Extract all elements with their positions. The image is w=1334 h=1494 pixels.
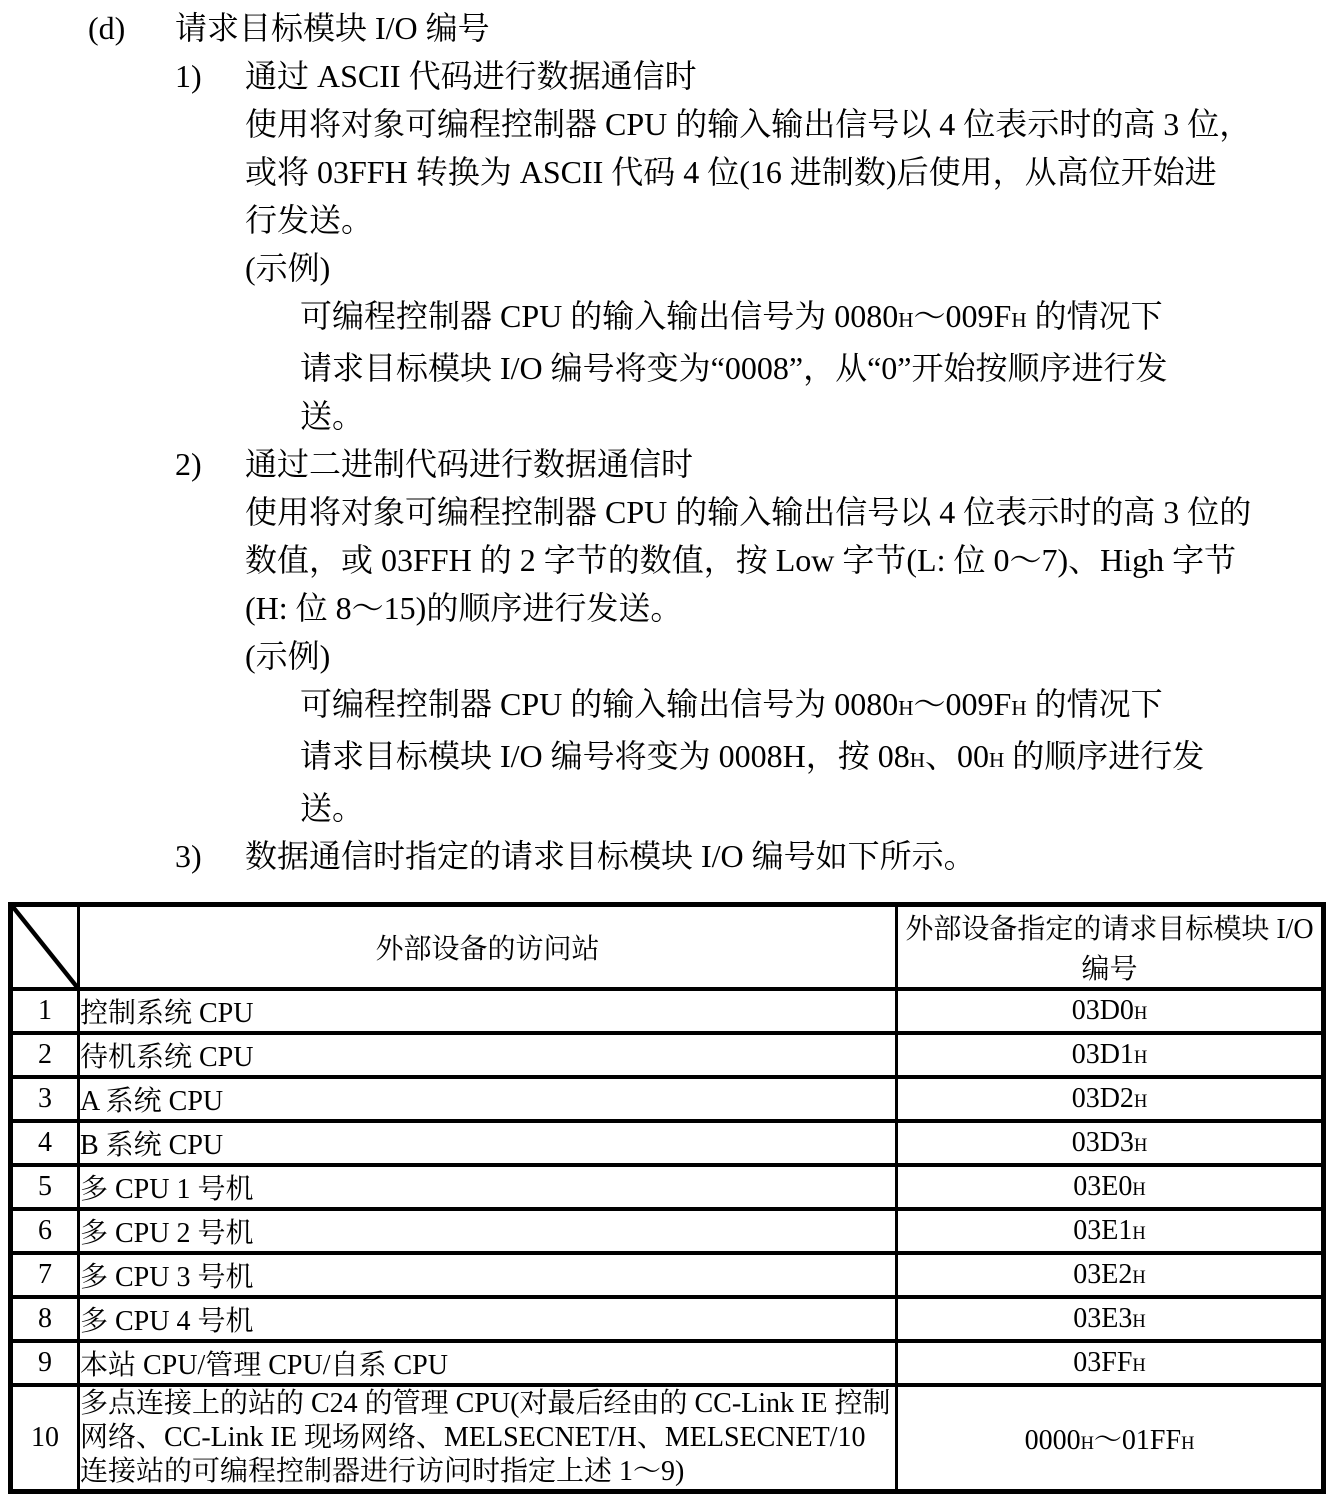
station-cell: B 系统 CPU: [79, 1121, 897, 1165]
io-value: 03E3: [1073, 1303, 1133, 1334]
hex-subscript: H: [1011, 696, 1027, 720]
diagonal-header-cell: [11, 905, 79, 990]
row-number-cell: 1: [11, 989, 79, 1033]
item1-example-line1: [0, 292, 1334, 344]
section-heading-title: 请求目标模块 I/O 编号: [175, 10, 490, 46]
io-value: 0000: [1024, 1425, 1081, 1456]
io-value: ～01FF: [1093, 1425, 1182, 1456]
item2-line2: 数值，或 03FFH 的 2 字节的数值，按 Low 字节(L: 位 0～7)、High 字节: [245, 542, 1237, 578]
table-row: [11, 1165, 1324, 1209]
table-row: [11, 1077, 1324, 1121]
item1-ex-l1b: ～009F: [913, 298, 1012, 334]
hex-subscript: H: [1132, 1267, 1146, 1287]
item2-ex-l2a: 请求目标模块 I/O 编号将变为 0008H，按 08: [300, 738, 910, 774]
section-heading-label: (d): [88, 10, 126, 46]
item2-ex-l1b: ～009F: [913, 686, 1012, 722]
item1-line1: 使用将对象可编程控制器 CPU 的输入输出信号以 4 位表示时的高 3 位，: [245, 106, 1252, 142]
table-row: [11, 1341, 1324, 1385]
station-cell: 多点连接上的站的 C24 的管理 CPU(对最后经由的 CC-Link IE 控制网络、CC-Link IE 现场网络、MELSECNET/H、MELSECNET/10 连接站的可编程控制器进行访问时指定上述 1～9): [79, 1385, 897, 1492]
io-value: 03E2: [1073, 1259, 1133, 1290]
hex-subscript: H: [1011, 308, 1027, 332]
item1-line2: 或将 03FFH 转换为 ASCII 代码 4 位(16 进制数)后使用，从高位开始进: [245, 154, 1217, 190]
row-number-cell: 4: [11, 1121, 79, 1165]
io-number-cell: [897, 1297, 1324, 1341]
io-number-cell: [897, 1077, 1324, 1121]
item2-ex-l1a: 可编程控制器 CPU 的输入输出信号为 0080: [300, 686, 899, 722]
item2-ex-l2c: 的顺序进行发: [1004, 738, 1205, 774]
hex-subscript: H: [1133, 1047, 1148, 1067]
row-number-cell: 8: [11, 1297, 79, 1341]
hex-subscript: H: [909, 748, 926, 772]
hex-subscript: H: [1133, 1091, 1148, 1111]
hex-subscript: H: [898, 696, 914, 720]
item2-title-line: [0, 440, 1334, 488]
hex-subscript: H: [1132, 1355, 1146, 1375]
station-cell: 待机系统 CPU: [79, 1033, 897, 1077]
table-row: [11, 1121, 1324, 1165]
row-number-cell: 7: [11, 1253, 79, 1297]
table-row: [11, 989, 1324, 1033]
row-number-cell: 2: [11, 1033, 79, 1077]
item1-title: 通过 ASCII 代码进行数据通信时: [245, 58, 697, 94]
row-number-cell: 5: [11, 1165, 79, 1209]
diagonal-line: [13, 907, 77, 987]
hex-subscript: H: [1133, 1003, 1148, 1023]
item2-ex-l2b: 、00: [925, 738, 990, 774]
hex-subscript: H: [1132, 1223, 1146, 1243]
hex-subscript: H: [1080, 1433, 1094, 1453]
hex-subscript: H: [1133, 1135, 1148, 1155]
table-header-row: [11, 905, 1324, 990]
item2-marker: 2): [175, 446, 202, 482]
station-cell: A 系统 CPU: [79, 1077, 897, 1121]
section-heading: [0, 4, 1334, 52]
io-number-cell: [897, 1033, 1324, 1077]
io-column-header: 外部设备指定的请求目标模块 I/O 编号: [897, 905, 1324, 990]
item2-title: 通过二进制代码进行数据通信时: [245, 446, 694, 482]
io-number-cell: [897, 1253, 1324, 1297]
item3-title-line: [0, 832, 1334, 880]
item2-line1: 使用将对象可编程控制器 CPU 的输入输出信号以 4 位表示时的高 3 位的: [245, 494, 1252, 530]
item2-ex-l1c: 的情况下: [1026, 686, 1163, 722]
io-number-cell: [897, 1165, 1324, 1209]
io-number-cell: [897, 1385, 1324, 1492]
item3-marker: 3): [175, 838, 202, 874]
item1-title-line: [0, 52, 1334, 100]
item1-example-line3: 送。: [300, 398, 365, 434]
item1-ex-l1a: 可编程控制器 CPU 的输入输出信号为 0080: [300, 298, 899, 334]
item1-example-line2: 请求目标模块 I/O 编号将变为“0008”，从“0”开始按顺序进行发: [300, 350, 1168, 386]
station-cell: 多 CPU 3 号机: [79, 1253, 897, 1297]
row-number-cell: 10: [11, 1385, 79, 1492]
io-number-cell: [897, 1121, 1324, 1165]
hex-subscript: H: [989, 748, 1005, 772]
item1-example-label: (示例): [245, 250, 331, 286]
hex-subscript: H: [1132, 1311, 1146, 1331]
io-number-table: [8, 902, 1326, 1494]
io-value: 03D0: [1071, 995, 1134, 1026]
station-cell: 多 CPU 4 号机: [79, 1297, 897, 1341]
item1-marker: 1): [175, 58, 202, 94]
item2-example-line1: [0, 680, 1334, 732]
io-value: 03D3: [1071, 1127, 1134, 1158]
io-value: 03E1: [1073, 1215, 1133, 1246]
station-cell: 控制系统 CPU: [79, 989, 897, 1033]
row-number-cell: 6: [11, 1209, 79, 1253]
table-row: [11, 1033, 1324, 1077]
io-value: 03D1: [1071, 1039, 1134, 1070]
item1-ex-l1c: 的情况下: [1026, 298, 1163, 334]
table-row: [11, 1385, 1324, 1492]
item3-title: 数据通信时指定的请求目标模块 I/O 编号如下所示。: [245, 838, 976, 874]
row-number-cell: 9: [11, 1341, 79, 1385]
station-cell: 本站 CPU/管理 CPU/自系 CPU: [79, 1341, 897, 1385]
row-number-cell: 3: [11, 1077, 79, 1121]
table-row: [11, 1209, 1324, 1253]
item2-example-line2: [0, 732, 1334, 784]
hex-subscript: H: [898, 308, 914, 332]
hex-subscript: H: [1132, 1179, 1146, 1199]
station-column-header: 外部设备的访问站: [79, 905, 897, 990]
station-cell: 多 CPU 1 号机: [79, 1165, 897, 1209]
table-row: [11, 1253, 1324, 1297]
io-value: 03D2: [1071, 1083, 1134, 1114]
io-value: 03E0: [1073, 1171, 1133, 1202]
item2-line3: (H: 位 8～15)的顺序进行发送。: [245, 590, 683, 626]
io-number-cell: [897, 989, 1324, 1033]
table-row: [11, 1297, 1324, 1341]
io-value: 03FF: [1073, 1347, 1133, 1378]
hex-subscript: H: [1181, 1433, 1195, 1453]
station-cell: 多 CPU 2 号机: [79, 1209, 897, 1253]
item2-example-label: (示例): [245, 638, 331, 674]
item1-line3: 行发送。: [245, 202, 374, 238]
item2-example-line3: 送。: [300, 790, 365, 826]
io-number-cell: [897, 1209, 1324, 1253]
io-number-cell: [897, 1341, 1324, 1385]
